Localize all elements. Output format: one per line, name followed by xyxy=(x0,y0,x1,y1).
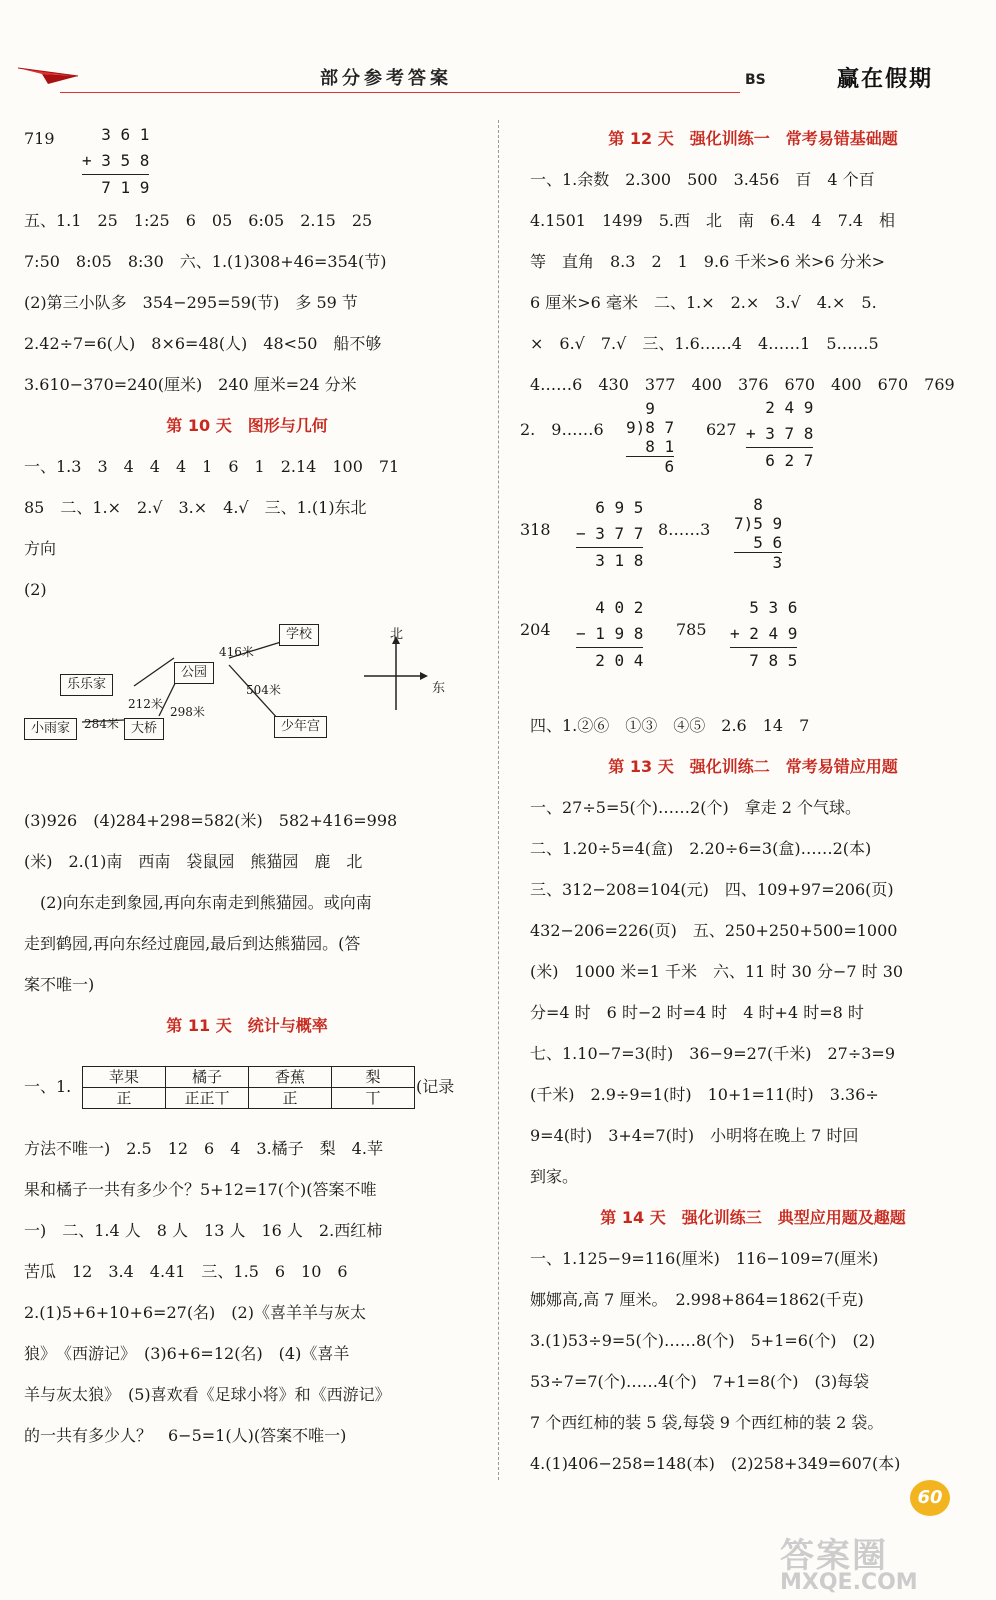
calc-result: 6 2 7 xyxy=(746,447,813,474)
text-line: 苦瓜 12 3.4 4.41 三、1.5 6 10 6 xyxy=(24,1262,348,1281)
place-park: 公园 xyxy=(174,662,214,684)
calc-row: 9 xyxy=(626,399,655,418)
calc-row: 9)8 7 xyxy=(626,418,675,437)
calc-answer: 2. 9……6 xyxy=(520,420,604,439)
watermark-logo: 答案圈 xyxy=(780,1536,888,1576)
text-line: 三、312−208=104(元) 四、109+97=206(页) xyxy=(530,880,894,899)
calc-row: + 2 4 9 xyxy=(730,624,798,643)
section-heading-day10: 第 10 天 图形与几何 xyxy=(166,416,328,435)
text-line: 案不唯一) xyxy=(24,975,95,994)
table-header: 香蕉 xyxy=(249,1067,332,1088)
text-line: 7:50 8:05 8:30 六、1.(1)308+46=354(节) xyxy=(24,252,387,271)
tally-cell: 丅 xyxy=(332,1088,415,1109)
calc-result: 7 1 9 xyxy=(82,174,149,201)
distance-label: 416米 xyxy=(219,645,254,659)
text-line: 4.1501 1499 5.西 北 南 6.4 4 7.4 相 xyxy=(530,211,896,230)
calc-row: 3 6 1 xyxy=(82,125,150,144)
text-line: 一、27÷5=5(个)……2(个) 拿走 2 个气球。 xyxy=(530,798,862,817)
calc-row: 7)5 9 xyxy=(734,514,783,533)
calc-result: 3 1 8 xyxy=(576,547,643,574)
calc-row: 8 xyxy=(734,495,763,514)
calc-row: 2 4 9 xyxy=(746,398,814,417)
text-line: 的一共有多少人？ 6−5=1(人)(答案不唯一) xyxy=(24,1426,347,1445)
section-heading-day12: 第 12 天 强化训练一 常考易错基础题 xyxy=(608,129,898,148)
calc-row: + 3 7 8 xyxy=(746,424,814,443)
text-line: 4.(1)406−258=148(本) (2)258+349=607(本) xyxy=(530,1454,901,1473)
text-line: 2.(1)5+6+10+6=27(名) (2)《喜羊羊与灰太 xyxy=(24,1303,366,1322)
text-line: 432−206=226(页) 五、250+250+500=1000 xyxy=(530,921,898,940)
text-line: 方向 xyxy=(24,539,57,558)
division-work xyxy=(734,495,782,572)
distance-label: 212米 xyxy=(128,697,163,711)
page-footer xyxy=(0,1470,996,1600)
text-line: 四、1.②⑥ ①③ ④⑤ 2.6 14 7 xyxy=(530,716,810,735)
watermark-url: MXQE.COM xyxy=(780,1570,918,1595)
text-line: 等 直角 8.3 2 1 9.6 千米>6 米>6 分米> xyxy=(530,252,886,271)
subtraction-work xyxy=(576,595,643,674)
calc-answer: 318 xyxy=(520,520,551,539)
table-header: 橘子 xyxy=(166,1067,249,1088)
text-line: 一) 二、1.4 人 8 人 13 人 16 人 2.西红柿 xyxy=(24,1221,383,1240)
calc-block-3 xyxy=(520,598,976,705)
text-line: (2)向东走到象园,再向东南走到熊猫园。或向南 xyxy=(24,893,372,912)
table-header: 梨 xyxy=(332,1067,415,1088)
calc-result: 2 0 4 xyxy=(576,647,643,674)
place-youth-palace: 少年宫 xyxy=(274,716,327,738)
tally-table-block xyxy=(24,1046,470,1128)
addition-work xyxy=(746,395,813,474)
calc-row: 6 9 5 xyxy=(576,498,644,517)
text-line: 85 二、1.× 2.√ 3.× 4.√ 三、1.(1)东北 xyxy=(24,498,367,517)
calc-result: 3 xyxy=(734,553,783,572)
compass-north: 北 xyxy=(390,627,404,642)
table-lead: 一、1. xyxy=(24,1077,72,1096)
text-line: (2) xyxy=(24,580,47,599)
text-line: 一、1.125−9=116(厘米) 116−109=7(厘米) xyxy=(530,1249,879,1268)
series-label: BS xyxy=(745,72,766,88)
calc-row: + 3 5 8 xyxy=(82,151,150,170)
calc-row: 4 0 2 xyxy=(576,598,644,617)
section-heading-day14: 第 14 天 强化训练三 典型应用题及趣题 xyxy=(600,1208,906,1227)
text-line: 4……6 430 377 400 376 670 400 670 769 xyxy=(530,375,955,394)
page-title: 部分参考答案 xyxy=(320,68,452,89)
text-line: 五、1.1 25 1:25 6 05 6:05 2.15 25 xyxy=(24,211,373,230)
division-work xyxy=(626,399,674,476)
calc-block-1 xyxy=(520,398,976,505)
place-lele-home: 乐乐家 xyxy=(60,674,113,696)
tally-table xyxy=(82,1066,415,1109)
calc-row: 5 3 6 xyxy=(730,598,798,617)
text-line: (米) 2.(1)南 西南 袋鼠园 熊猫园 鹿 北 xyxy=(24,852,363,871)
distance-label: 284米 xyxy=(84,717,119,731)
calc-block-2 xyxy=(520,495,976,605)
calc-answer: 204 xyxy=(520,620,551,639)
text-line: 狼》 《西游记》 (3)6+6=12(名) (4)《喜羊 xyxy=(24,1344,350,1363)
text-line: (3)926 (4)284+298=582(米) 582+416=998 xyxy=(24,811,398,830)
text-line: × 6.√ 7.√ 三、1.6……4 4……1 5……5 xyxy=(530,334,879,353)
place-school: 学校 xyxy=(279,624,319,646)
subtraction-work xyxy=(576,495,643,574)
calc-answer: 719 xyxy=(24,129,55,148)
page-number: 60 xyxy=(910,1480,950,1516)
text-line: 分=4 时 6 时−2 时=4 时 4 时+4 时=8 时 xyxy=(530,1003,864,1022)
text-line: (2)第三小队多 354−295=59(节) 多 59 节 xyxy=(24,293,358,312)
column-divider xyxy=(498,120,499,1480)
calc-answer: 785 xyxy=(676,620,707,639)
calc-row: − 3 7 7 xyxy=(576,524,644,543)
text-line: 娜娜高,高 7 厘米。 2.998+864=1862(千克) xyxy=(530,1290,864,1309)
text-line: 3.(1)53÷9=5(个)……8(个) 5+1=6(个) (2) xyxy=(530,1331,876,1350)
tally-cell: 正 xyxy=(249,1088,332,1109)
compass-east: 东 xyxy=(432,681,446,696)
calc-result: 6 xyxy=(626,457,675,476)
place-xiaoyu-home: 小雨家 xyxy=(24,718,77,740)
right-column xyxy=(520,118,976,1484)
addition-work xyxy=(730,595,797,674)
paper-plane-icon xyxy=(18,62,88,88)
text-line: 9=4(时) 3+4=7(时) 小明将在晚上 7 时回 xyxy=(530,1126,859,1145)
vertical-addition xyxy=(24,118,470,200)
text-line: 7 个西红柿的装 5 袋,每袋 9 个西红柿的装 2 袋。 xyxy=(530,1413,884,1432)
text-line: (米) 1000 米=1 千米 六、11 时 30 分−7 时 30 xyxy=(530,962,904,981)
text-line: 一、1.3 3 4 4 4 1 6 1 2.14 100 71 xyxy=(24,457,400,476)
calc-row: 8 1 xyxy=(626,437,675,456)
brand-logo xyxy=(745,62,955,96)
text-line: 到家。 xyxy=(530,1167,579,1186)
calc-row: − 1 9 8 xyxy=(576,624,644,643)
text-line: 6 厘米>6 毫米 二、1.× 2.× 3.√ 4.× 5. xyxy=(530,293,877,312)
text-line: 羊与灰太狼》 (5)喜欢看《足球小将》和《西游记》 xyxy=(24,1385,391,1404)
text-line: 走到鹤园,再向东经过鹿园,最后到达熊猫园。(答 xyxy=(24,934,361,953)
tally-cell: 正正丅 xyxy=(166,1088,249,1109)
text-line: 方法不唯一) 2.5 12 6 4 3.橘子 梨 4.苹 xyxy=(24,1139,383,1158)
addition-work xyxy=(82,122,149,201)
text-line: 2.42÷7=6(人) 8×6=48(人) 48<50 船不够 xyxy=(24,334,382,353)
left-column xyxy=(24,118,470,1456)
calc-answer: 8……3 xyxy=(658,520,711,539)
table-tail: (记录 xyxy=(416,1077,455,1096)
header-rule xyxy=(60,92,740,93)
text-line: 53÷7=7(个)……4(个) 7+1=8(个) (3)每袋 xyxy=(530,1372,870,1391)
brand-name: 赢在假期 xyxy=(837,67,934,92)
text-line: (千米) 2.9÷9=1(时) 10+1=11(时) 3.36÷ xyxy=(530,1085,879,1104)
calc-row: 5 6 xyxy=(734,533,783,552)
text-line: 一、1.余数 2.300 500 3.456 百 4 个百 xyxy=(530,170,875,189)
distance-label: 504米 xyxy=(246,683,281,697)
text-line: 果和橘子一共有多少个？5+12=17(个)(答案不唯 xyxy=(24,1180,377,1199)
text-line: 七、1.10−7=3(时) 36−9=27(千米) 27÷3=9 xyxy=(530,1044,896,1063)
text-line: 二、1.20÷5=4(盒) 2.20÷6=3(盒)……2(本) xyxy=(530,839,872,858)
table-header: 苹果 xyxy=(83,1067,166,1088)
section-heading-day11: 第 11 天 统计与概率 xyxy=(166,1016,328,1035)
tally-cell: 正 xyxy=(83,1088,166,1109)
place-bridge: 大桥 xyxy=(124,718,164,740)
section-heading-day13: 第 13 天 强化训练二 常考易错应用题 xyxy=(608,757,898,776)
distance-label: 298米 xyxy=(170,705,205,719)
calc-answer: 627 xyxy=(706,420,737,439)
calc-result: 7 8 5 xyxy=(730,647,797,674)
page-header xyxy=(0,0,996,110)
route-map-diagram xyxy=(24,610,470,800)
text-line: 3.610−370=240(厘米) 240 厘米=24 分米 xyxy=(24,375,357,394)
